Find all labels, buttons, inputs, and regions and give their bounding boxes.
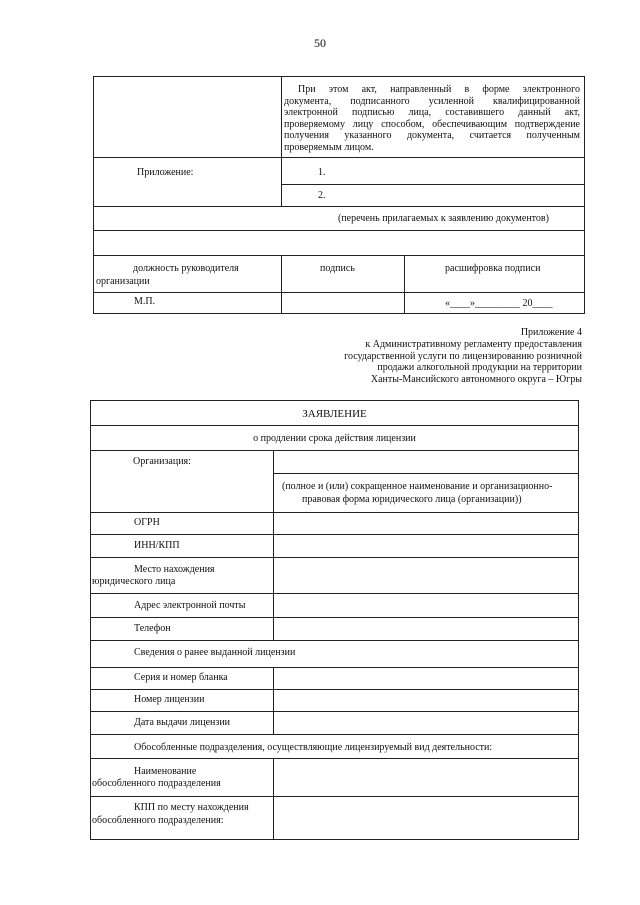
application-title: ЗАЯВЛЕНИЕ — [302, 408, 367, 420]
sub-name-label-1: Наименование — [134, 766, 197, 777]
license-number-label: Номер лицензии — [134, 694, 205, 705]
location-label-2: юридического лица — [92, 576, 176, 587]
attachment-label: Приложение: — [137, 167, 194, 178]
sub-kpp-label-1: КПП по месту нахождения — [134, 802, 249, 813]
email-label: Адрес электронной почты — [134, 600, 246, 611]
org-note-1: (полное и (или) сокращенное наименование и организационно- — [282, 481, 553, 492]
organization-label: организации — [96, 276, 150, 287]
date-field: «____»_________ 20____ — [445, 298, 553, 309]
org-label: Организация: — [133, 456, 191, 467]
issue-date-label: Дата выдачи лицензии — [134, 717, 231, 728]
ogrn-label: ОГРН — [134, 517, 160, 528]
sub-name-label-2: обособленного подразделения — [92, 778, 221, 789]
signature-label: подпись — [320, 263, 355, 274]
stamp-label: М.П. — [134, 296, 156, 307]
application-subtitle: о продлении срока действия лицензии — [253, 433, 416, 444]
prev-license-label: Сведения о ранее выданной лицензии — [134, 647, 296, 658]
attachment-item-2: 2. — [318, 190, 326, 201]
phone-label: Телефон — [134, 623, 171, 634]
appendix-header: Приложение 4 к Административному регламенту предоставления государственной услуги по лицензированию розничной продажи алкогольной продукции на территории Ханты-Мансийского автономного округа – Югры — [344, 327, 582, 386]
act-paragraph: При этом акт, направленный в форме электронного документа, подписанного усиленной квалифицированной электронной подписью лица, составившего данный акт, проверяемому лицу способом, обеспечивающим подтверждение получения указанного документа, считается полученным проверяемым лицом. — [284, 84, 580, 153]
decoding-label: расшифровка подписи — [445, 263, 541, 274]
attachment-item-1: 1. — [318, 167, 326, 178]
inn-kpp-label: ИНН/КПП — [134, 540, 180, 551]
top-form-divider — [281, 76, 282, 206]
org-note-2: правовая форма юридического лица (организации)) — [302, 494, 522, 505]
series-label: Серия и номер бланка — [134, 672, 228, 683]
location-label-1: Место нахождения — [134, 564, 215, 575]
subdivisions-label: Обособленные подразделения, осуществляющие лицензируемый вид деятельности: — [134, 742, 493, 753]
position-label: должность руководителя — [133, 263, 239, 274]
page-number: 50 — [314, 36, 326, 50]
attachment-note: (перечень прилагаемых к заявлению документов) — [338, 213, 549, 224]
sub-kpp-label-2: обособленного подразделения: — [92, 815, 224, 826]
